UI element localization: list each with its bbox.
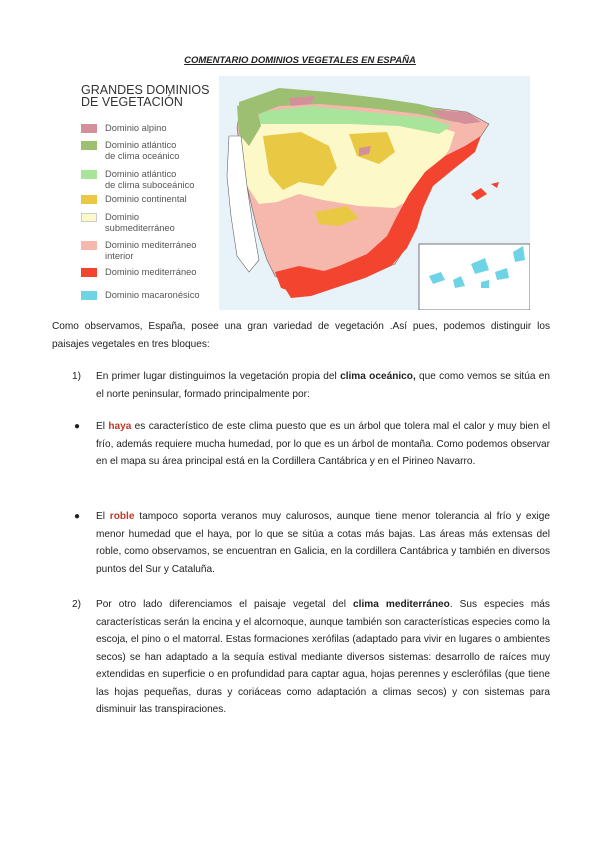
legend-swatch: [81, 141, 97, 150]
bullet-marker-2: ●: [74, 511, 81, 522]
legend-swatch: [81, 213, 97, 222]
spain-vegetation-map: [219, 76, 530, 310]
keyword-haya: haya: [108, 421, 132, 432]
legend-item-submediterraneo: Dominio submediterráneo: [81, 212, 215, 234]
bullet2-paragraph: El roble tampoco soporta veranos muy calurosos, aunque tiene menor tolerancia al frío y exige menor humedad que el haya, por lo que se sitúa a cotas más bajas. Las áreas más extensas del roble, como observamos, se encuentran en Galicia, en la cordillera Cantábrica y también en diversos puntos del Sur y Cataluña.: [96, 511, 550, 575]
legend-item-mediterraneo-interior: Dominio mediterráneo interior: [81, 240, 215, 262]
legend-swatch: [81, 241, 97, 250]
legend-swatch: [81, 268, 97, 277]
legend-item-atlantico-oceanico: Dominio atlántico de clima oceánico: [81, 140, 215, 162]
vegetation-map-figure: [79, 76, 530, 310]
legend-item-mediterraneo: Dominio mediterráneo: [81, 267, 215, 278]
list-number-2: 2): [72, 599, 81, 610]
legend-item-alpino: Dominio alpino: [81, 123, 215, 134]
legend-swatch: [81, 291, 97, 300]
bullet1-paragraph: El haya es característico de este clima puesto que es un árbol que tolera mal el calor y muy bien el frío, además requiere mucha humedad, por lo que es un árbol de montaña. Como podemos observar en el mapa su área principal está en la Cordillera Cantábrica y en el Pirineo Navarro.: [96, 421, 551, 467]
legend-item-atlantico-suboceanico: Dominio atlántico de clima suboceánico: [81, 169, 215, 191]
intro-paragraph: Como observamos, España, posee una gran variedad de vegetación .Así pues, podemos distinguir los paisajes vegetales en tres bloques:: [52, 321, 550, 350]
page-title: COMENTARIO DOMINIOS VEGETALES EN ESPAÑA: [184, 55, 416, 66]
legend-swatch: [81, 195, 97, 204]
list-number-1: 1): [72, 371, 81, 382]
legend-swatch: [81, 170, 97, 179]
keyword-roble: roble: [109, 511, 135, 522]
legend-item-continental: Dominio continental: [81, 194, 215, 205]
legend-swatch: [81, 124, 97, 133]
bullet-marker-1: ●: [74, 421, 81, 432]
legend-title: GRANDES DOMINIOS DE VEGETACIÓN: [81, 83, 210, 109]
item1-paragraph: En primer lugar distinguimos la vegetación propia del clima oceánico, que como vemos se sitúa en el norte peninsular, formado principalmente por:: [96, 371, 550, 400]
legend-item-macaronesico: Dominio macaronésico: [81, 290, 215, 301]
item2-paragraph: Por otro lado diferenciamos el paisaje vegetal del clima mediterráneo. Sus especies más características serán la encina y el alcornoque, aunque también son características especies como la escoja, el pino o el matorral. Estas formaciones xerófilas (adaptado para vivir en lugares o ambientes secos) se han adaptado a la sequía estival mediante diversos sistemas: desarrollo de raíces muy extendidas en superficie o en profundidad para captar agua, hojas perennes y esclerófilas (que tiene las hojas pequeñas, duras y coriáceas como adaptación a climas secos) y con sistemas para disminuir las transpiraciones.: [96, 599, 550, 715]
